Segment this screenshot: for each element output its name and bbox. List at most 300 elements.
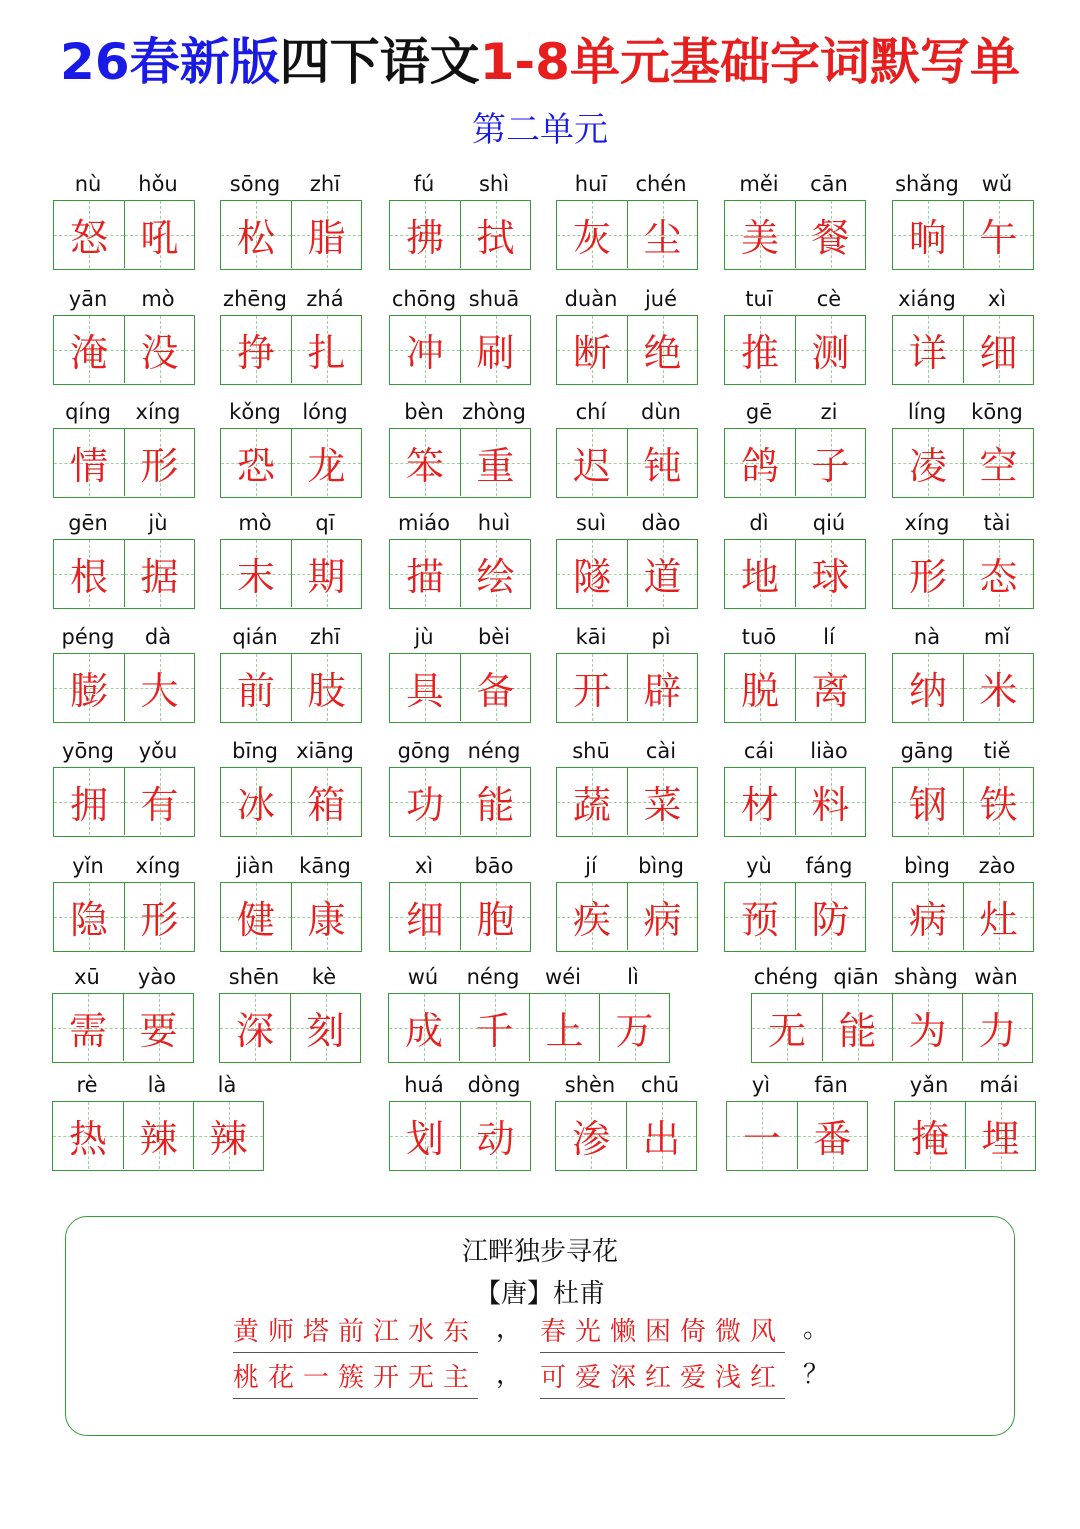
hanzi: 菜 <box>643 783 682 827</box>
character-cell <box>390 316 460 383</box>
pinyin-row <box>220 507 362 539</box>
tianzi-grid <box>726 1101 868 1171</box>
word-block <box>389 396 531 498</box>
tianzi-grid <box>389 767 531 837</box>
hanzi: 龙 <box>307 444 346 488</box>
character-cell <box>53 994 123 1061</box>
character-cell <box>291 429 361 496</box>
hanzi: 怒 <box>69 216 108 260</box>
character-cell <box>727 1102 797 1169</box>
pinyin: chí <box>575 400 607 424</box>
tianzi-grid <box>724 539 866 609</box>
pinyin: dòng <box>467 1073 521 1097</box>
hanzi: 冰 <box>236 783 275 827</box>
pinyin-row <box>389 283 531 315</box>
pinyin-row <box>724 283 866 315</box>
character-cell <box>460 201 530 268</box>
pinyin-row <box>892 507 1034 539</box>
pinyin: jiàn <box>236 854 274 878</box>
hanzi: 纳 <box>908 669 947 713</box>
hanzi: 情 <box>69 444 108 488</box>
hanzi: 辣 <box>209 1117 248 1161</box>
poem-line <box>66 1357 1014 1399</box>
pinyin: qiān <box>833 965 879 989</box>
pinyin: shàng <box>894 965 958 989</box>
word-block <box>724 735 866 837</box>
hanzi: 要 <box>139 1009 178 1053</box>
character-cell <box>459 994 529 1061</box>
poem-line-1-second-half: 春光懒困倚微风 <box>540 1314 785 1353</box>
pinyin: là <box>217 1073 237 1097</box>
pinyin-row <box>53 168 195 200</box>
pinyin: miáo <box>397 511 450 535</box>
word-block <box>724 396 866 498</box>
pinyin-row <box>892 621 1034 653</box>
character-cell <box>893 316 963 383</box>
pinyin: nù <box>74 172 102 196</box>
title-part-red: 1-8单元基础字词默写单 <box>479 33 1020 91</box>
tianzi-grid <box>892 882 1034 952</box>
character-cell <box>54 429 124 496</box>
hanzi: 万 <box>615 1009 654 1053</box>
hanzi: 疾 <box>572 898 611 942</box>
pinyin-row <box>892 396 1034 428</box>
pinyin: tuī <box>745 287 773 311</box>
pinyin: suì <box>575 511 607 535</box>
pinyin: dào <box>641 511 681 535</box>
tianzi-grid <box>892 653 1034 723</box>
character-cell <box>54 768 124 835</box>
character-cell <box>460 429 530 496</box>
pinyin: jué <box>644 287 678 311</box>
pinyin: kāi <box>575 625 607 649</box>
hanzi: 能 <box>476 783 515 827</box>
hanzi: 鸽 <box>740 444 779 488</box>
hanzi: 胞 <box>476 898 515 942</box>
hanzi: 推 <box>740 331 779 375</box>
word-block <box>724 168 866 270</box>
word-block <box>53 621 195 723</box>
word-block <box>556 396 698 498</box>
pinyin: tài <box>983 511 1011 535</box>
pinyin: chén <box>635 172 687 196</box>
character-cell <box>124 429 194 496</box>
hanzi: 地 <box>740 555 779 599</box>
character-cell <box>557 316 627 383</box>
pinyin: mò <box>141 287 175 311</box>
pinyin-row <box>53 283 195 315</box>
word-block <box>389 735 531 837</box>
character-cell <box>54 540 124 607</box>
tianzi-grid <box>388 993 670 1063</box>
character-cell <box>390 429 460 496</box>
pinyin: gāng <box>900 739 954 763</box>
character-cell <box>557 883 627 950</box>
hanzi: 道 <box>643 555 682 599</box>
character-cell <box>795 201 865 268</box>
character-cell <box>54 316 124 383</box>
pinyin: xíng <box>904 511 950 535</box>
pinyin: zhī <box>309 172 341 196</box>
hanzi: 渗 <box>571 1117 610 1161</box>
character-cell <box>627 201 697 268</box>
character-cell <box>797 1102 867 1169</box>
hanzi: 空 <box>979 444 1018 488</box>
pinyin-row <box>53 621 195 653</box>
pinyin-row <box>53 507 195 539</box>
character-cell <box>822 994 892 1061</box>
character-cell <box>795 768 865 835</box>
pinyin: huī <box>574 172 608 196</box>
character-cell <box>124 883 194 950</box>
pinyin: gēn <box>68 511 108 535</box>
character-cell <box>556 1102 626 1169</box>
pinyin-row <box>388 961 670 993</box>
pinyin: kǒng <box>229 400 281 424</box>
pinyin: hǒu <box>138 172 178 196</box>
hanzi: 刻 <box>306 1009 345 1053</box>
character-cell <box>291 768 361 835</box>
character-cell <box>963 654 1033 721</box>
pinyin-row <box>892 168 1034 200</box>
hanzi: 形 <box>140 444 179 488</box>
word-block <box>220 396 362 498</box>
hanzi: 断 <box>572 331 611 375</box>
word-block <box>219 961 361 1063</box>
hanzi: 隐 <box>69 898 108 942</box>
word-block <box>53 396 195 498</box>
pinyin: zào <box>978 854 1016 878</box>
pinyin: yǐn <box>72 854 104 878</box>
pinyin: huá <box>404 1073 444 1097</box>
hanzi: 膨 <box>69 669 108 713</box>
pinyin: fáng <box>805 854 853 878</box>
word-block <box>556 283 698 385</box>
character-cell <box>893 654 963 721</box>
hanzi: 深 <box>235 1009 274 1053</box>
hanzi: 描 <box>405 555 444 599</box>
word-block <box>892 396 1034 498</box>
pinyin: bèn <box>404 400 444 424</box>
hanzi: 餐 <box>811 216 850 260</box>
hanzi: 详 <box>908 331 947 375</box>
word-block <box>389 1069 531 1171</box>
hanzi: 测 <box>811 331 850 375</box>
character-cell <box>291 654 361 721</box>
pinyin: qián <box>232 625 278 649</box>
poem-title: 江畔独步寻花 <box>461 1237 618 1267</box>
tianzi-grid <box>892 539 1034 609</box>
character-cell <box>795 654 865 721</box>
hanzi: 淹 <box>69 331 108 375</box>
word-block <box>52 961 194 1063</box>
character-cell <box>193 1102 263 1169</box>
character-cell <box>124 768 194 835</box>
hanzi: 重 <box>476 444 515 488</box>
pinyin-row <box>389 507 531 539</box>
word-block <box>220 850 362 952</box>
pinyin-row <box>724 850 866 882</box>
pinyin-row <box>556 283 698 315</box>
character-cell <box>390 1102 460 1169</box>
character-cell <box>389 994 459 1061</box>
tianzi-grid <box>53 428 195 498</box>
pinyin-row <box>726 1069 868 1101</box>
tianzi-grid <box>724 767 866 837</box>
character-cell <box>221 429 291 496</box>
pinyin: lí <box>823 625 835 649</box>
character-cell <box>124 540 194 607</box>
tianzi-grid <box>555 1101 697 1171</box>
pinyin-row <box>556 850 698 882</box>
tianzi-grid <box>751 993 1033 1063</box>
pinyin: fú <box>413 172 435 196</box>
hanzi: 备 <box>476 669 515 713</box>
hanzi: 防 <box>811 898 850 942</box>
hanzi: 病 <box>643 898 682 942</box>
pinyin-row <box>219 961 361 993</box>
hanzi: 能 <box>838 1009 877 1053</box>
hanzi: 松 <box>236 216 275 260</box>
pinyin-row <box>751 961 1033 993</box>
pinyin: cè <box>816 287 842 311</box>
character-cell <box>291 316 361 383</box>
pinyin: là <box>147 1073 167 1097</box>
pinyin: péng <box>61 625 115 649</box>
character-cell <box>290 994 360 1061</box>
character-cell <box>124 201 194 268</box>
hanzi: 脱 <box>740 669 779 713</box>
pinyin: dì <box>749 511 769 535</box>
pinyin: wéi <box>545 965 581 989</box>
word-block <box>556 735 698 837</box>
tianzi-grid <box>724 200 866 270</box>
pinyin-row <box>220 168 362 200</box>
character-cell <box>893 201 963 268</box>
hanzi: 拥 <box>69 783 108 827</box>
hanzi: 为 <box>908 1009 947 1053</box>
hanzi: 料 <box>811 783 850 827</box>
tianzi-grid <box>53 539 195 609</box>
pinyin: cài <box>645 739 677 763</box>
hanzi: 形 <box>908 555 947 599</box>
hanzi: 康 <box>307 898 346 942</box>
tianzi-grid <box>53 200 195 270</box>
hanzi: 拭 <box>476 216 515 260</box>
character-cell <box>124 654 194 721</box>
word-block <box>220 507 362 609</box>
hanzi: 钝 <box>643 444 682 488</box>
tianzi-grid <box>389 539 531 609</box>
word-block <box>220 735 362 837</box>
pinyin: yào <box>137 965 177 989</box>
character-cell <box>963 429 1033 496</box>
tianzi-grid <box>892 767 1034 837</box>
character-cell <box>895 1102 965 1169</box>
hanzi: 灰 <box>572 216 611 260</box>
pinyin: líng <box>907 400 947 424</box>
tianzi-grid <box>220 767 362 837</box>
word-block <box>751 961 1033 1063</box>
character-cell <box>893 540 963 607</box>
hanzi: 具 <box>405 669 444 713</box>
character-cell <box>599 994 669 1061</box>
tianzi-grid <box>556 767 698 837</box>
character-cell <box>725 540 795 607</box>
character-cell <box>557 201 627 268</box>
character-cell <box>627 654 697 721</box>
hanzi: 美 <box>740 216 779 260</box>
tianzi-grid <box>892 315 1034 385</box>
character-cell <box>221 540 291 607</box>
pinyin-row <box>389 168 531 200</box>
character-cell <box>529 994 599 1061</box>
hanzi: 出 <box>642 1117 681 1161</box>
pinyin: pì <box>651 625 671 649</box>
pinyin: xiāng <box>296 739 354 763</box>
poem-punctuation: 。 <box>803 1314 830 1344</box>
hanzi: 隧 <box>572 555 611 599</box>
hanzi: 肢 <box>307 669 346 713</box>
hanzi: 前 <box>236 669 275 713</box>
poem-punctuation: ， <box>495 1314 522 1344</box>
title-part-blue: 26春新版 <box>60 33 280 91</box>
pinyin-row <box>892 735 1034 767</box>
pinyin: qī <box>315 511 335 535</box>
hanzi: 番 <box>813 1117 852 1161</box>
pinyin: gē <box>745 400 773 424</box>
hanzi: 细 <box>979 331 1018 375</box>
character-cell <box>725 201 795 268</box>
character-cell <box>962 994 1032 1061</box>
word-block <box>220 621 362 723</box>
pinyin: shuā <box>468 287 520 311</box>
hanzi: 千 <box>475 1009 514 1053</box>
pinyin: qíng <box>65 400 111 424</box>
poem-line <box>66 1311 1014 1353</box>
hanzi: 大 <box>140 669 179 713</box>
hanzi: 晌 <box>908 216 947 260</box>
hanzi: 划 <box>405 1117 444 1161</box>
tianzi-grid <box>389 1101 531 1171</box>
hanzi: 埋 <box>981 1117 1020 1161</box>
poem-punctuation: ， <box>495 1360 522 1390</box>
word-block <box>556 850 698 952</box>
character-cell <box>963 316 1033 383</box>
character-cell <box>460 316 530 383</box>
tianzi-grid <box>556 539 698 609</box>
pinyin: xū <box>74 965 100 989</box>
character-cell <box>627 768 697 835</box>
word-block <box>389 283 531 385</box>
pinyin: tiě <box>983 739 1011 763</box>
character-cell <box>795 540 865 607</box>
pinyin: shēn <box>228 965 280 989</box>
word-block <box>724 621 866 723</box>
pinyin-row <box>52 1069 264 1101</box>
hanzi: 刷 <box>476 331 515 375</box>
character-cell <box>460 654 530 721</box>
pinyin: wú <box>407 965 439 989</box>
tianzi-grid <box>220 428 362 498</box>
tianzi-grid <box>724 315 866 385</box>
character-cell <box>627 316 697 383</box>
pinyin: bāo <box>474 854 514 878</box>
word-block <box>724 283 866 385</box>
pinyin: zhī <box>309 625 341 649</box>
pinyin: mò <box>238 511 272 535</box>
character-cell <box>725 316 795 383</box>
word-block <box>53 283 195 385</box>
hanzi: 力 <box>978 1009 1017 1053</box>
tianzi-grid <box>389 428 531 498</box>
pinyin-row <box>724 735 866 767</box>
character-cell <box>291 201 361 268</box>
pinyin: chū <box>640 1073 680 1097</box>
pinyin-row <box>220 735 362 767</box>
character-cell <box>460 768 530 835</box>
character-cell <box>627 540 697 607</box>
pinyin: bìng <box>638 854 684 878</box>
hanzi: 热 <box>68 1117 107 1161</box>
character-cell <box>963 540 1033 607</box>
pinyin-row <box>389 621 531 653</box>
pinyin: zhá <box>306 287 344 311</box>
character-cell <box>221 316 291 383</box>
word-block <box>556 621 698 723</box>
pinyin: lì <box>627 965 639 989</box>
hanzi: 迟 <box>572 444 611 488</box>
character-cell <box>725 883 795 950</box>
hanzi: 开 <box>572 669 611 713</box>
pinyin: gōng <box>397 739 451 763</box>
hanzi: 挣 <box>236 331 275 375</box>
pinyin: qiú <box>812 511 846 535</box>
hanzi: 冲 <box>405 331 444 375</box>
pinyin-row <box>389 1069 531 1101</box>
word-block <box>892 735 1034 837</box>
hanzi: 扎 <box>307 331 346 375</box>
character-cell <box>557 768 627 835</box>
unit-subtitle: 第二单元 <box>472 110 608 150</box>
character-cell <box>54 201 124 268</box>
pinyin: kè <box>311 965 337 989</box>
pinyin-row <box>724 507 866 539</box>
word-block <box>724 850 866 952</box>
character-cell <box>53 1102 123 1169</box>
hanzi: 期 <box>307 555 346 599</box>
pinyin-row <box>892 283 1034 315</box>
tianzi-grid <box>892 428 1034 498</box>
poem-punctuation: ？ <box>803 1360 830 1390</box>
pinyin: yǎn <box>909 1073 949 1097</box>
hanzi: 离 <box>811 669 850 713</box>
tianzi-grid <box>389 200 531 270</box>
character-cell <box>965 1102 1035 1169</box>
character-cell <box>725 768 795 835</box>
hanzi: 铁 <box>979 783 1018 827</box>
word-block <box>388 961 670 1063</box>
character-cell <box>123 1102 193 1169</box>
hanzi: 形 <box>140 898 179 942</box>
tianzi-grid <box>220 539 362 609</box>
pinyin-row <box>892 850 1034 882</box>
pinyin: fān <box>814 1073 848 1097</box>
hanzi: 灶 <box>979 898 1018 942</box>
character-cell <box>390 540 460 607</box>
character-cell <box>795 316 865 383</box>
pinyin: jí <box>585 854 597 878</box>
